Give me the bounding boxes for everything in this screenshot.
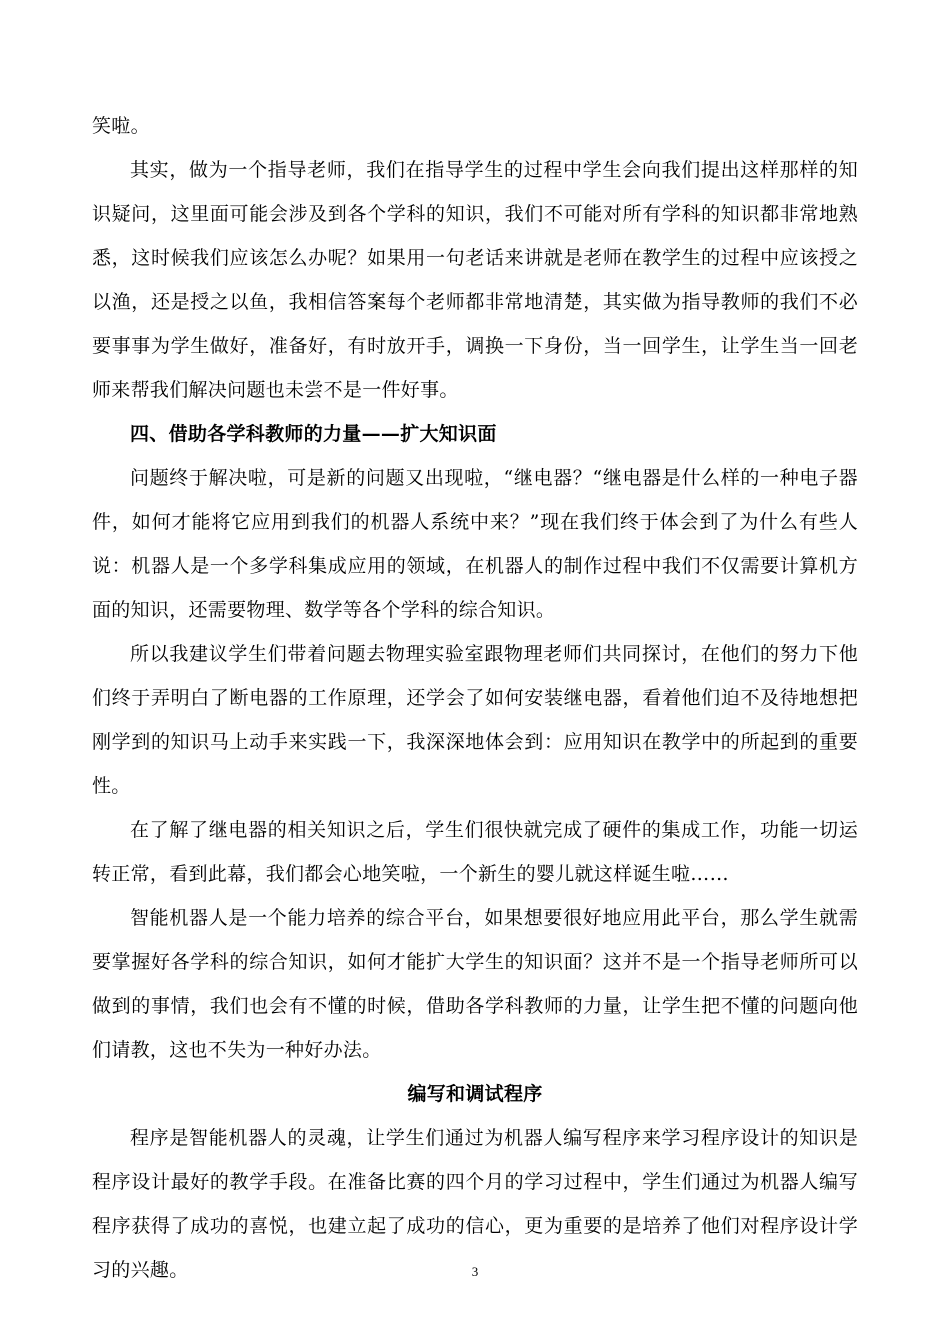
paragraph-hardware-integration: 在了解了继电器的相关知识之后，学生们很快就完成了硬件的集成工作，功能一切运转正常，看到此幕，我们都会心地笑啦，一个新生的婴儿就这样诞生啦…… (92, 819, 858, 885)
paragraph-programming: 程序是智能机器人的灵魂，让学生们通过为机器人编写程序来学习程序设计的知识是程序设计最好的教学手段。在准备比赛的四个月的学习过程中，学生们通过为机器人编写程序获得了成功的喜悦，也建立起了成功的信心，更为重要的是培养了他们对程序设计学习的兴趣。 (92, 1127, 858, 1281)
paragraph-relay-question: 问题终于解决啦，可是新的问题又出现啦，“继电器？“继电器是什么样的一种电子器件，如何才能将它应用到我们的机器人系统中来？”现在我们终于体会到了为什么有些人说：机器人是一个多学科集成应用的领域，在机器人的制作过程中我们不仅需要计算机方面的知识，还需要物理、数学等各个学科的综合知识。 (92, 467, 858, 621)
section-heading-four: 四、借助各学科教师的力量——扩大知识面 (130, 423, 497, 445)
section-heading-programming: 编写和调试程序 (407, 1083, 543, 1105)
paragraph-physics-lab: 所以我建议学生们带着问题去物理实验室跟物理老师们共同探讨，在他们的努力下他们终于弄明白了断电器的工作原理，还学会了如何安装继电器，看着他们迫不及待地想把刚学到的知识马上动手来实践一下，我深深地体会到：应用知识在教学中的所起到的重要性。 (92, 643, 858, 797)
paragraph-continuation: 笑啦。 (92, 115, 150, 137)
page-number: 3 (471, 1264, 479, 1279)
paragraph-knowledge-platform: 智能机器人是一个能力培养的综合平台，如果想要很好地应用此平台，那么学生就需要掌握好各学科的综合知识，如何才能扩大学生的知识面？这并不是一个指导老师所可以做到的事情，我们也会有不懂的时候，借助各学科教师的力量，让学生把不懂的问题向他们请教，这也不失为一种好办法。 (92, 907, 858, 1061)
document-body (92, 104, 858, 1292)
paragraph-teacher-role: 其实，做为一个指导老师，我们在指导学生的过程中学生会向我们提出这样那样的知识疑问，这里面可能会涉及到各个学科的知识，我们不可能对所有学科的知识都非常地熟悉，这时候我们应该怎么办呢？如果用一句老话来讲就是老师在教学生的过程中应该授之以渔，还是授之以鱼，我相信答案每个老师都非常地清楚，其实做为指导教师的我们不必要事事为学生做好，准备好，有时放开手，调换一下身份，当一回学生，让学生当一回老师来帮我们解决问题也未尝不是一件好事。 (92, 159, 858, 401)
